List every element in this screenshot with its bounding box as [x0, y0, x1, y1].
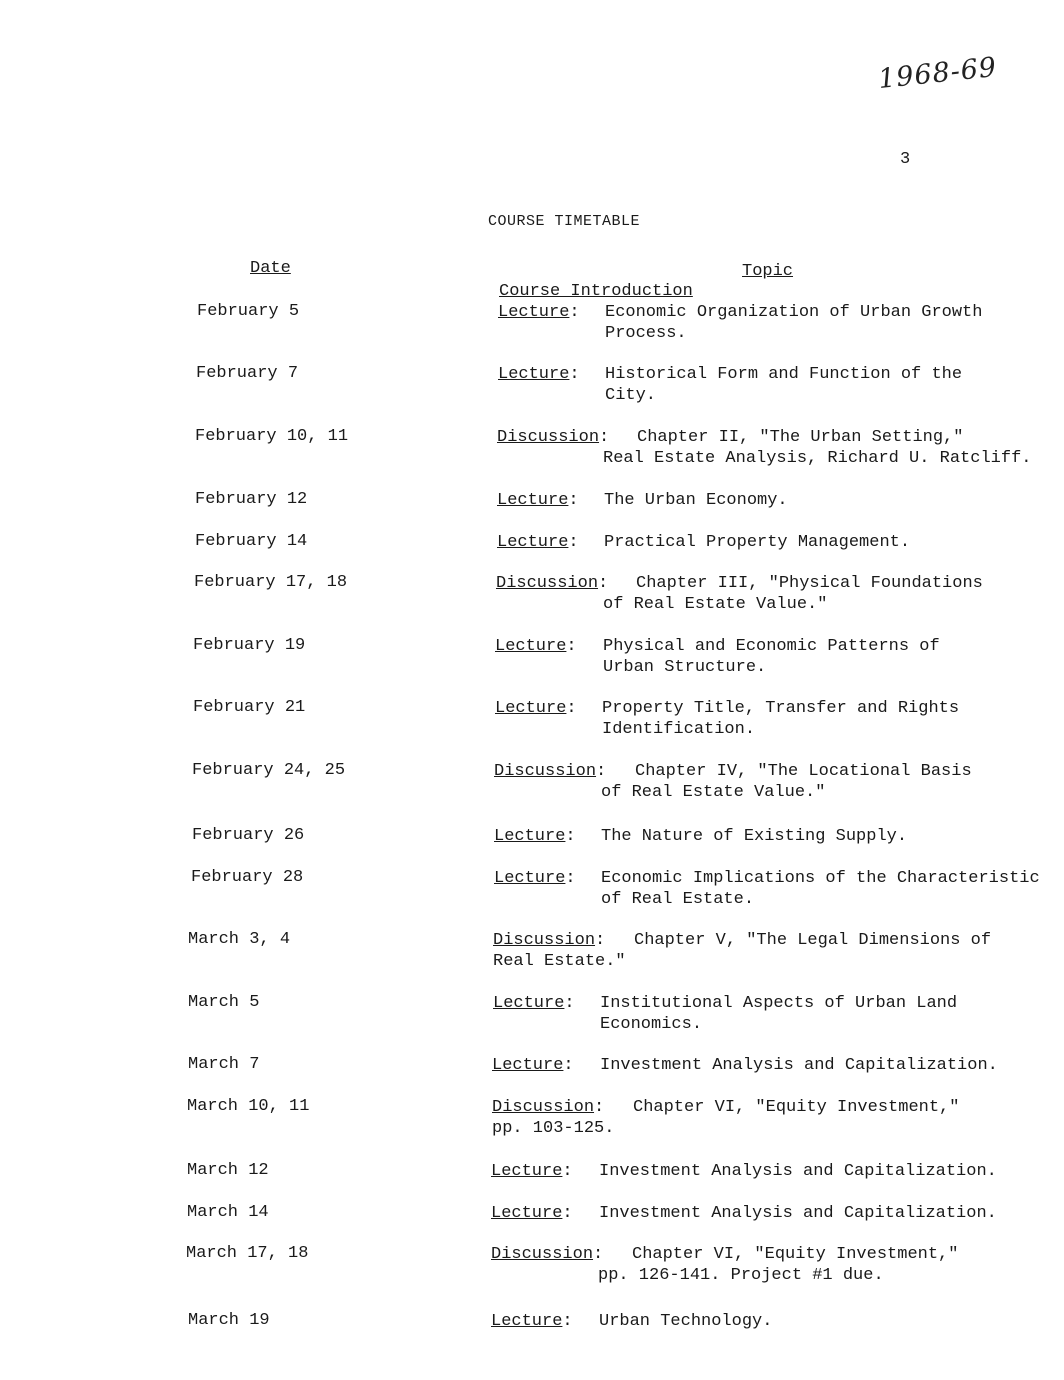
session-type-separator: : — [565, 827, 576, 846]
session-type-separator: : — [595, 931, 606, 950]
topic-text-continuation: Real Estate Analysis, Richard U. Ratcliff. — [603, 449, 1032, 468]
topic-text-continuation: of Real Estate Value." — [601, 783, 826, 802]
topic-text-continuation: of Real Estate Value." — [603, 595, 828, 614]
session-type: Discussion — [494, 762, 597, 781]
row-topic — [495, 698, 1064, 739]
row-topic — [493, 993, 1064, 1034]
session-type-separator: : — [562, 1162, 573, 1181]
session-type-separator: : — [568, 491, 579, 510]
row-date: February 26 — [192, 826, 305, 845]
topic-text: Economic Organization of Urban Growth — [605, 303, 983, 322]
row-topic — [494, 826, 1064, 847]
session-type: Lecture — [491, 1162, 563, 1181]
session-type: Lecture — [492, 1056, 564, 1075]
topic-text-continuation: City. — [605, 386, 657, 405]
topic-text: Investment Analysis and Capitalization. — [600, 1056, 998, 1075]
topic-text: Urban Technology. — [599, 1312, 773, 1331]
row-topic — [495, 636, 1064, 677]
topic-text-continuation: of Real Estate. — [601, 890, 755, 909]
session-type: Lecture — [491, 1312, 563, 1331]
topic-text: Physical and Economic Patterns of — [603, 637, 940, 656]
topic-text-continuation: Economics. — [600, 1015, 703, 1034]
topic-text: Institutional Aspects of Urban Land — [600, 994, 958, 1013]
session-type: Lecture — [495, 637, 567, 656]
session-type-separator: : — [566, 637, 577, 656]
row-topic — [492, 1097, 1064, 1138]
course-introduction: Course Introduction — [499, 282, 693, 301]
session-type-separator: : — [596, 762, 607, 781]
row-topic — [491, 1311, 1064, 1332]
session-type: Discussion — [492, 1098, 595, 1117]
topic-text-continuation: pp. 126-141. Project #1 due. — [598, 1266, 884, 1285]
session-type-separator: : — [593, 1245, 604, 1264]
topic-text: Chapter V, "The Legal Dimensions of — [634, 931, 992, 950]
topic-text: Investment Analysis and Capitalization. — [599, 1204, 997, 1223]
topic-text: Chapter VI, "Equity Investment," — [633, 1098, 960, 1117]
page-title: COURSE TIMETABLE — [488, 213, 641, 230]
row-date: March 14 — [187, 1203, 269, 1222]
row-date: March 19 — [188, 1311, 270, 1330]
session-type: Lecture — [498, 303, 570, 322]
session-type: Lecture — [495, 699, 567, 718]
row-topic — [491, 1203, 1064, 1224]
topic-text: Chapter IV, "The Locational Basis — [635, 762, 972, 781]
row-date: March 17, 18 — [186, 1244, 309, 1263]
date-column-header: Date — [250, 259, 291, 278]
session-type-separator: : — [564, 994, 575, 1013]
row-date: February 24, 25 — [192, 761, 346, 780]
row-topic — [494, 761, 1064, 802]
row-date: March 7 — [188, 1055, 260, 1074]
row-topic — [491, 1161, 1064, 1182]
session-type-separator: : — [562, 1312, 573, 1331]
page-number: 3 — [900, 150, 911, 169]
topic-text-continuation: Process. — [605, 324, 687, 343]
topic-text: Chapter II, "The Urban Setting," — [637, 428, 964, 447]
row-date: March 10, 11 — [187, 1097, 310, 1116]
topic-text-continuation: Urban Structure. — [603, 658, 767, 677]
row-topic — [493, 930, 1064, 971]
session-type: Lecture — [497, 533, 569, 552]
session-type-separator: : — [598, 574, 609, 593]
session-type-separator: : — [563, 1056, 574, 1075]
row-date: March 5 — [188, 993, 260, 1012]
session-type-separator: : — [599, 428, 610, 447]
row-topic — [496, 573, 1064, 614]
session-type: Discussion — [497, 428, 600, 447]
row-date: February 17, 18 — [194, 573, 348, 592]
row-topic — [492, 1055, 1064, 1076]
session-type-separator: : — [562, 1204, 573, 1223]
session-type: Lecture — [493, 994, 565, 1013]
row-topic — [491, 1244, 1064, 1285]
topic-text: The Urban Economy. — [604, 491, 788, 510]
row-topic — [498, 302, 1064, 343]
session-type-separator: : — [569, 365, 580, 384]
topic-text-continuation: Identification. — [602, 720, 756, 739]
topic-text: Chapter VI, "Equity Investment," — [632, 1245, 959, 1264]
session-type: Discussion — [493, 931, 596, 950]
session-type-separator: : — [569, 303, 580, 322]
row-date: March 12 — [187, 1161, 269, 1180]
session-type-separator: : — [568, 533, 579, 552]
row-date: February 10, 11 — [195, 427, 349, 446]
session-type: Lecture — [497, 491, 569, 510]
row-date: February 5 — [197, 302, 300, 321]
topic-text: The Nature of Existing Supply. — [601, 827, 908, 846]
session-type-separator: : — [565, 869, 576, 888]
row-topic — [497, 532, 1064, 553]
row-date: February 14 — [195, 532, 308, 551]
session-type: Lecture — [494, 827, 566, 846]
session-type: Discussion — [496, 574, 599, 593]
row-date: February 19 — [193, 636, 306, 655]
topic-text-continuation: pp. 103-125. — [492, 1119, 615, 1138]
row-topic — [498, 364, 1064, 405]
row-date: February 12 — [195, 490, 308, 509]
row-topic — [494, 868, 1064, 909]
row-topic — [497, 427, 1064, 468]
row-date: February 28 — [191, 868, 304, 887]
row-date: February 7 — [196, 364, 299, 383]
topic-text: Practical Property Management. — [604, 533, 911, 552]
row-topic — [497, 490, 1064, 511]
topic-text: Chapter III, "Physical Foundations — [636, 574, 983, 593]
session-type: Lecture — [491, 1204, 563, 1223]
row-date: March 3, 4 — [188, 930, 291, 949]
topic-text: Historical Form and Function of the — [605, 365, 963, 384]
session-type-separator: : — [594, 1098, 605, 1117]
topic-text: Investment Analysis and Capitalization. — [599, 1162, 997, 1181]
session-type-separator: : — [566, 699, 577, 718]
session-type: Discussion — [491, 1245, 594, 1264]
session-type: Lecture — [494, 869, 566, 888]
topic-text: Economic Implications of the Characteristic — [601, 869, 1040, 888]
handwritten-year-note: 1968-69 — [876, 51, 999, 96]
topic-text: Property Title, Transfer and Rights — [602, 699, 960, 718]
session-type: Lecture — [498, 365, 570, 384]
row-date: February 21 — [193, 698, 306, 717]
topic-text-continuation: Real Estate." — [493, 952, 626, 971]
topic-column-header: Topic — [742, 262, 794, 281]
